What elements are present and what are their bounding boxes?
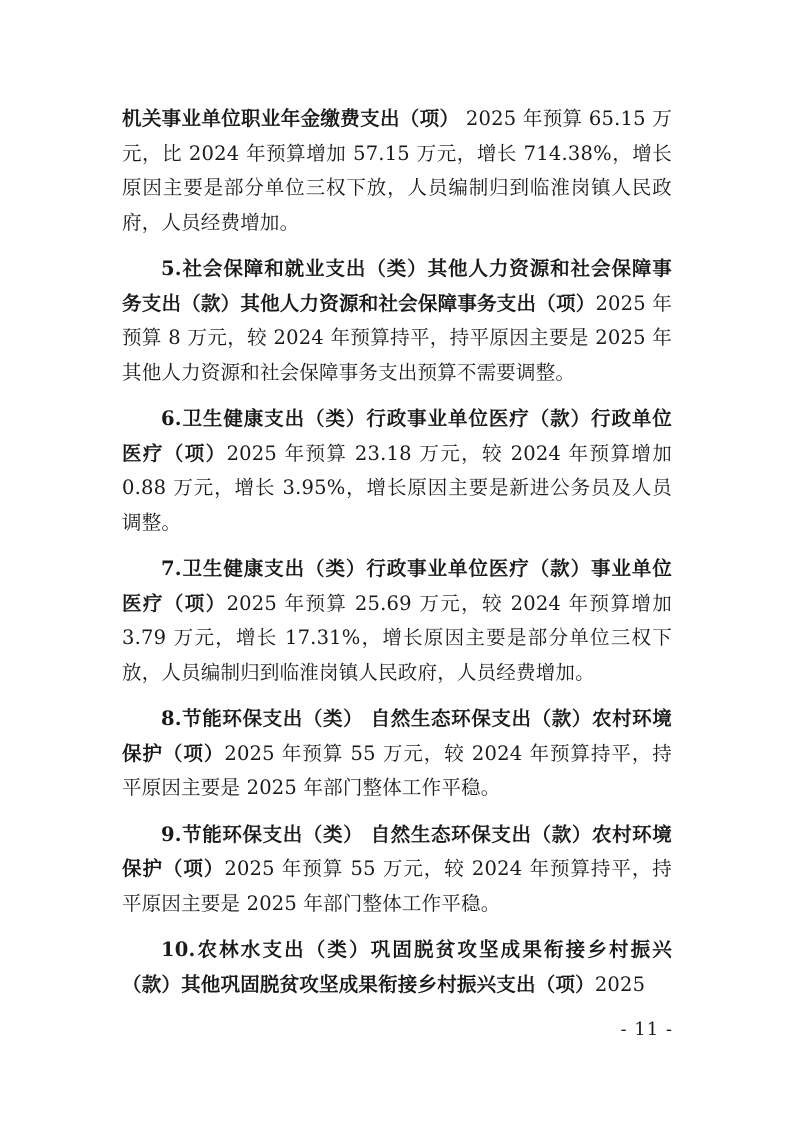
paragraph-item-6 <box>122 402 672 540</box>
page-number: - 11 - <box>620 1019 673 1040</box>
paragraph-heading: 8.节能环保支出（类） 自然生态环保支出（款）农村环境保护（项） <box>122 707 672 765</box>
paragraph-item-10 <box>122 933 672 1002</box>
paragraph-heading: 机关事业单位职业年金缴费支出（项） <box>122 107 460 130</box>
paragraph-heading: 6.卫生健康支出（类）行政事业单位医疗（款）行政单位医疗（项） <box>122 407 672 465</box>
paragraph-text: 2025 年预算 55 万元，较 2024 年预算持平，持平原因主要是 2025 年部门整体工作平稳。 <box>122 741 672 799</box>
paragraph-heading: 5.社会保障和就业支出（类）其他人力资源和社会保障事务支出（款）其他人力资源和社会保障事务支出（项） <box>122 257 672 315</box>
paragraph-text: 2025 年预算 8 万元，较 2024 年预算持平，持平原因主要是 2025 年其他人力资源和社会保障事务支出预算不需要调整。 <box>122 291 672 384</box>
paragraph-text: 2025 年预算 25.69 万元，较 2024 年预算增加 3.79 万元，增长 17.31%，增长原因主要是部分单位三权下放，人员编制归到临淮岗镇人民政府，人员经费增加。 <box>122 591 672 684</box>
paragraph-heading: 7.卫生健康支出（类）行政事业单位医疗（款）事业单位医疗（项） <box>122 557 672 615</box>
paragraph-item-9 <box>122 818 672 922</box>
paragraph-text: 2025 <box>594 972 646 996</box>
paragraph-item-7 <box>122 552 672 690</box>
paragraph-pension-contribution <box>122 102 672 240</box>
paragraph-heading: 10.农林水支出（类）巩固脱贫攻坚成果衔接乡村振兴（款）其他巩固脱贫攻坚成果衔接乡村振兴支出（项） <box>122 938 672 996</box>
paragraph-text: 2025 年预算 55 万元，较 2024 年预算持平，持平原因主要是 2025 年部门整体工作平稳。 <box>122 857 672 915</box>
paragraph-text: 2025 年预算 65.15 万元，比 2024 年预算增加 57.15 万元，增长 714.38%，增长原因主要是部分单位三权下放，人员编制归到临淮岗镇人民政府，人员经费增加。 <box>122 107 672 234</box>
paragraph-item-5 <box>122 252 672 390</box>
paragraph-heading: 9.节能环保支出（类） 自然生态环保支出（款）农村环境保护（项） <box>122 822 672 880</box>
document-body <box>122 102 672 1002</box>
paragraph-text: 2025 年预算 23.18 万元，较 2024 年预算增加 0.88 万元，增长 3.95%，增长原因主要是新进公务员及人员调整。 <box>122 441 672 534</box>
paragraph-item-8 <box>122 702 672 806</box>
